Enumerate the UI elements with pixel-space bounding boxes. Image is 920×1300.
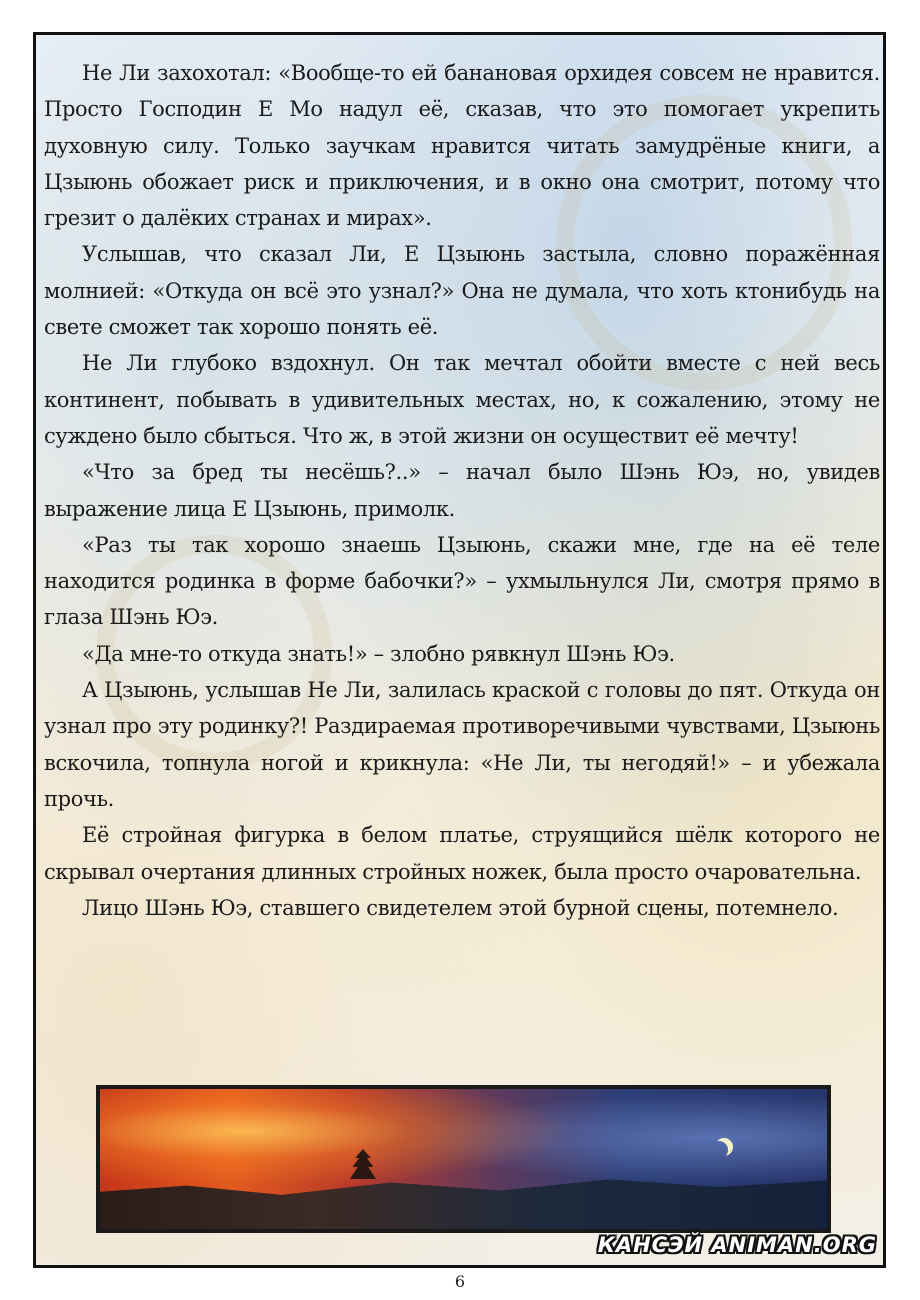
- watermark-logo: КАНСЭЙ ANIMAN.ORG: [597, 1233, 877, 1257]
- crescent-moon-icon: [710, 1141, 728, 1159]
- paragraph: Услышав, что сказал Ли, Е Цзыюнь застыла, словно поражённая молнией: «Откуда он всё это узнал?» Она не думала, что хоть ктонибудь на свете сможет так хорошо понять её.: [44, 242, 880, 340]
- paragraph: Лицо Шэнь Юэ, ставшего свидетелем этой бурной сцены, потемнело.: [82, 895, 839, 920]
- story-text: [44, 55, 880, 926]
- paragraph: А Цзыюнь, услышав Не Ли, залилась краской с головы до пят. Откуда он узнал про эту родинку?! Раздираемая противоречивыми чувствами, Цзыюнь вскочила, топнула ногой и крикнула: «Не Ли, ты негодяй!» – и убежала прочь.: [44, 678, 880, 811]
- paragraph: Не Ли захохотал: «Вообще-то ей банановая орхидея совсем не нравится. Просто Господин Е Мо надул её, сказав, что это помогает укрепить духовную силу. Только заучкам нравится читать замудрёные книги, а Цзыюнь обожает риск и приключения, и в окно она смотрит, потому что грезит о далёких странах и мирах».: [44, 61, 880, 231]
- paragraph: «Раз ты так хорошо знаешь Цзыюнь, скажи мне, где на её теле находится родинка в форме бабочки?» – ухмыльнулся Ли, смотря прямо в глаза Шэнь Юэ.: [44, 532, 880, 630]
- paragraph: «Да мне-то откуда знать!» – злобно рявкнул Шэнь Юэ.: [82, 641, 675, 666]
- page-number: 6: [454, 1272, 466, 1291]
- sunset-panorama-image: [96, 1085, 831, 1233]
- paragraph: Не Ли глубоко вздохнул. Он так мечтал обойти вместе с ней весь континент, побывать в удивительных местах, но, к сожалению, этому не суждено было сбыться. Что ж, в этой жизни он осуществит её мечту!: [44, 351, 880, 448]
- page-frame: [33, 32, 886, 1268]
- paragraph: «Что за бред ты несёшь?..» – начал было Шэнь Юэ, но, увидев выражение лица Е Цзыюнь, примолк.: [44, 460, 880, 521]
- paragraph: Её стройная фигурка в белом платье, струящийся шёлк которого не скрывал очертания длинных стройных ножек, была просто очаровательна.: [44, 823, 880, 884]
